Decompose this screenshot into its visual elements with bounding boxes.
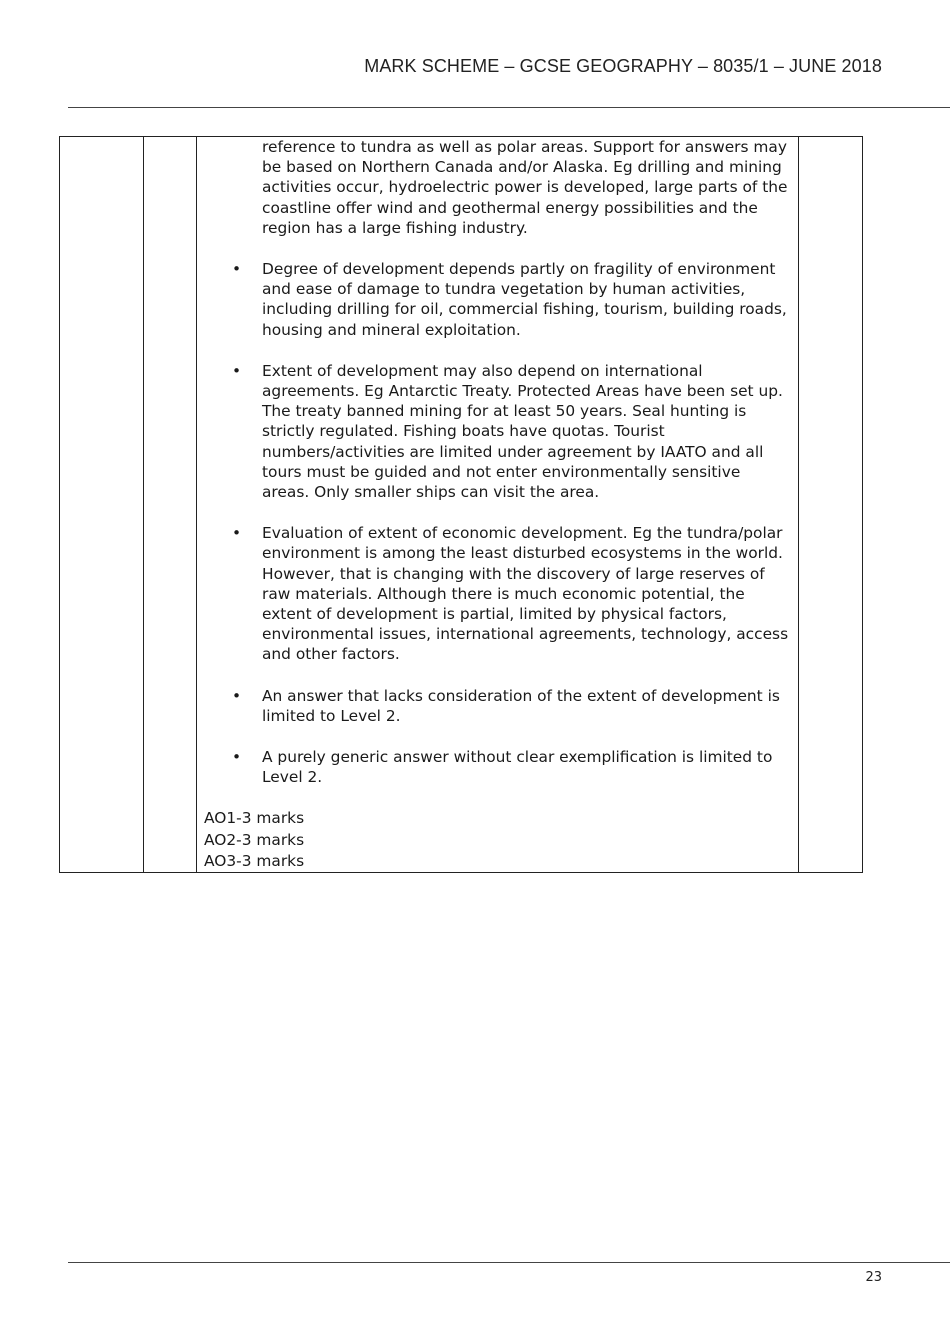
guidance-bullet-list [204,259,790,787]
bullet-icon: • [232,260,242,279]
bullet-icon: • [232,361,242,380]
question-cell [60,137,144,873]
list-item [204,747,790,787]
page-header-title: MARK SCHEME – GCSE GEOGRAPHY – 8035/1 – JUNE 2018 [364,56,882,76]
bullet-text: An answer that lacks consideration of the extent of development is limited to Level 2. [262,686,780,725]
list-item [204,361,790,502]
footer-divider [68,1262,950,1263]
header-divider [68,107,950,108]
bullet-icon: • [232,524,242,543]
bullet-text: Degree of development depends partly on fragility of environment and ease of damage to tundra vegetation by human activities, including drilling for oil, commercial fishing, tourism, building roads, housing and mineral exploitation. [262,260,787,339]
total-marks-cell [799,137,863,873]
assessment-objectives [204,808,790,872]
list-item [204,686,790,726]
table-row [60,137,863,873]
guidance-cell [197,137,799,873]
guidance-lead-paragraph: reference to tundra as well as polar areas. Support for answers may be based on Northern Canada and/or Alaska. Eg drilling and mining activities occur, hydroelectric power is developed, large parts of the coastline offer wind and geothermal energy possibilities and the region has a large fishing industry. [262,138,788,237]
bullet-icon: • [232,686,242,705]
bullet-icon: • [232,748,242,767]
list-item [204,523,790,664]
bullet-text: A purely generic answer without clear exemplification is limited to Level 2. [262,748,773,787]
ao2-marks: AO2-3 marks [204,830,305,849]
bullet-text: Extent of development may also depend on international agreements. Eg Antarctic Treaty. Protected Areas have been set up. The treaty banned mining for at least 50 years. Seal hunting is strictly regulated. Fishing boats have quotas. Tourist numbers/activities are limited under agreement by IAATO and all tours must be guided and not enter environmentally sensitive areas. Only smaller ships can visit the area. [262,361,783,502]
mark-cell [144,137,197,873]
list-item [204,259,790,340]
bullet-text: Evaluation of extent of economic development. Eg the tundra/polar environment is among the least disturbed ecosystems in the world. However, that is changing with the discovery of large reserves of raw materials. Although there is much economic potential, the extent of development is partial, limited by physical factors, environmental issues, international agreements, technology, access and other factors. [262,524,789,664]
ao3-marks: AO3-3 marks [204,851,305,870]
page-number: 23 [865,1270,882,1285]
ao1-marks: AO1-3 marks [204,809,305,828]
mark-scheme-table [59,136,863,873]
